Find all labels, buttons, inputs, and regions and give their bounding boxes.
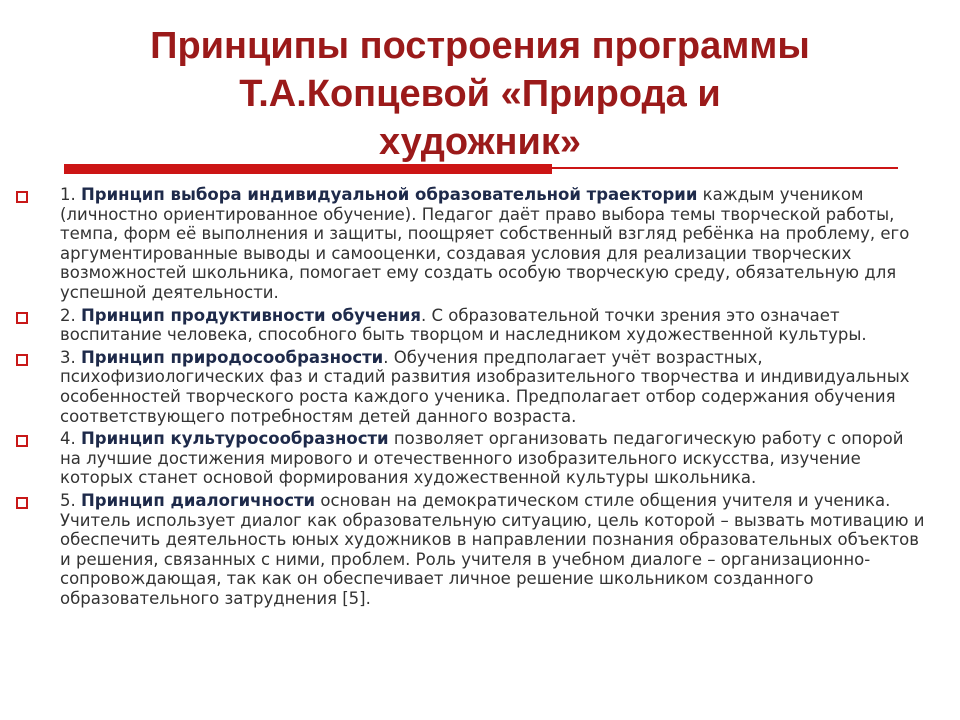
title-underline-thin (552, 167, 898, 169)
square-bullet-icon (16, 497, 28, 509)
title-underline-thick (64, 164, 552, 174)
item-heading: Принцип диалогичности (81, 490, 316, 510)
item-number: 4. (60, 429, 81, 449)
item-text: . Обучения предполагает учёт возрастных, психофизиологических фаз и стадий развития изобразительного творчества и индивидуальных особенностей творческого роста каждого ученика. Предполагает отбор содержания обучения соответствующего потребностям детей данного возраста. (60, 347, 910, 426)
title-line-3: художник» (378, 121, 582, 163)
square-bullet-icon (16, 435, 28, 447)
square-bullet-icon (16, 312, 28, 324)
item-heading: Принцип выбора индивидуальной образовательной траектории (81, 185, 698, 204)
item-text: каждым учеником (личностно ориентированное обучение). Педагог даёт право выбора темы творческой работы, темпа, форм её выполнения и защиты, поощряет собственный взгляд ребёнка на проблему, его аргументированные выводы и самооценки, создавая условия для реализации творческих возможностей школьника, помогает ему создать особую творческую среду, обязательную для успешной деятельности. (60, 185, 910, 302)
item-number: 2. (60, 305, 81, 325)
item-number: 5. (60, 490, 81, 510)
item-text: основан на демократическом стиле общения учителя и ученика. Учитель использует диалог как образовательную ситуацию, цель которой – вызвать мотивацию и обеспечить деятельность юных художников в направлении познания образовательных объектов и решения, связанных с ними, проблем. Роль учителя в учебном диалоге – организационно-сопровождающая, так как он обеспечивает личное решение школьником созданного образовательного затруднения [5]. (60, 490, 925, 608)
item-text: позволяет организовать педагогическую работу с опорой на лучшие достижения мирового и отечественного изобразительного искусства, изучение которых станет основой формирования художественной культуры школьника. (60, 429, 904, 488)
list-item-principle-3 (14, 348, 926, 426)
list-item-principle-4 (14, 429, 926, 488)
principles-list (14, 185, 926, 611)
list-item-principle-1 (14, 185, 926, 303)
square-bullet-icon (16, 191, 28, 203)
item-number: 1. (60, 185, 81, 204)
title-line-2: Т.А.Копцевой «Природа и (239, 73, 721, 115)
square-bullet-icon (16, 354, 28, 366)
list-item-principle-5 (14, 491, 926, 609)
item-heading: Принцип природосообразности (81, 347, 384, 367)
item-heading: Принцип продуктивности обучения (81, 305, 421, 325)
item-text: . С образовательной точки зрения это означает воспитание человека, способного быть творцом и наследником художественной культуры. (60, 305, 867, 345)
list-item-principle-2 (14, 306, 926, 345)
item-number: 3. (60, 347, 81, 367)
title-line-1: Принципы построения программы (150, 25, 810, 67)
item-heading: Принцип культуросообразности (81, 429, 389, 449)
slide-title (60, 22, 900, 166)
